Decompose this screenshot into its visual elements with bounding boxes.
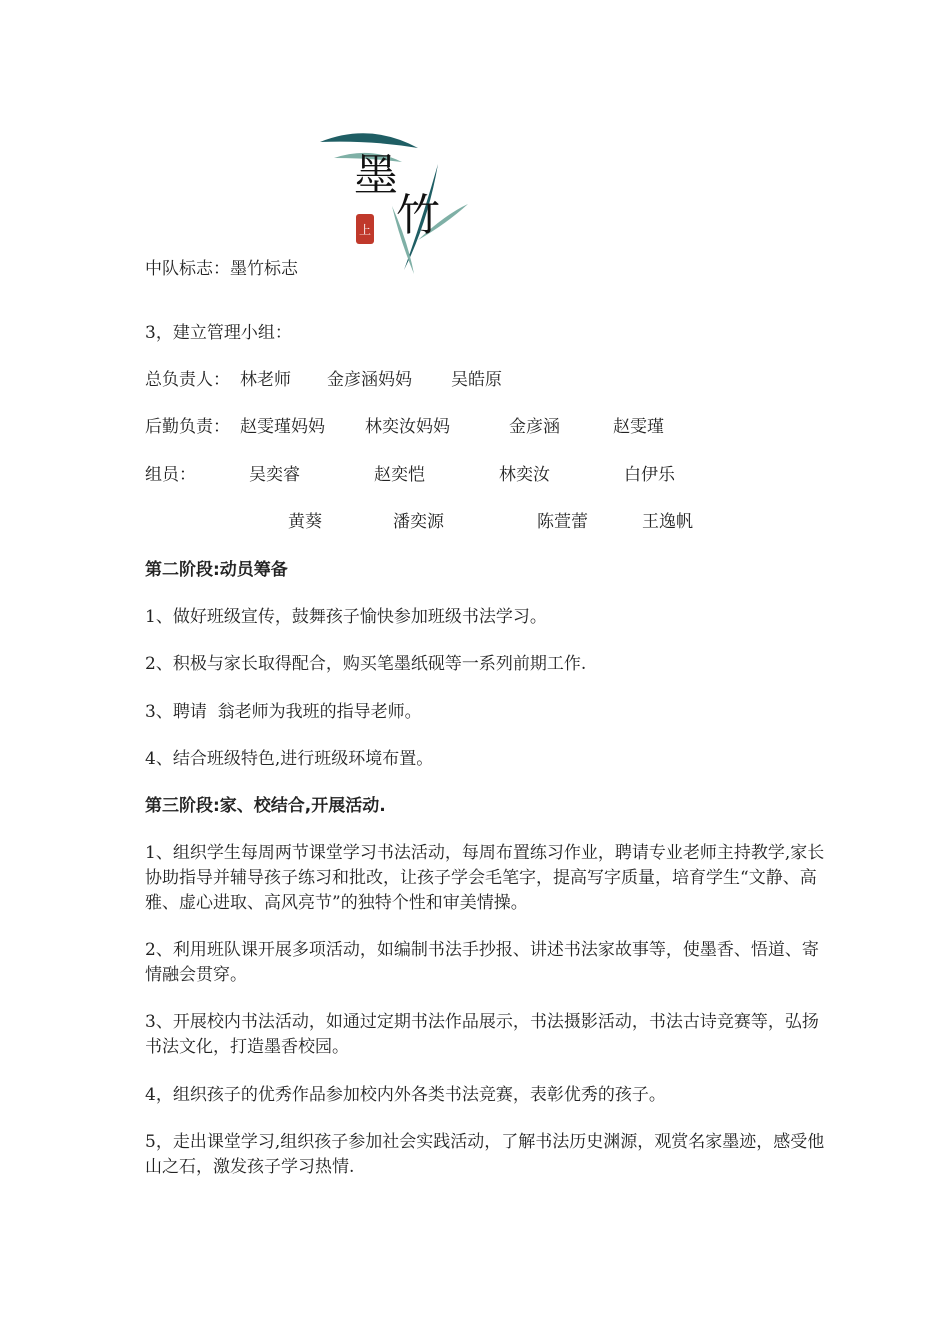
member-name: 吴奕睿: [249, 465, 300, 485]
stage2-item: 3、聘请 翁老师为我班的指导老师。: [145, 702, 422, 722]
logistics-name: 金彦涵: [509, 417, 560, 437]
stage3-heading: 第三阶段:家、校结合,开展活动.: [145, 796, 386, 816]
member-name: 黄葵: [288, 512, 322, 532]
member-name: 林奕汝: [499, 465, 550, 485]
member-name: 潘奕源: [393, 512, 444, 532]
stage3-item: 5，走出课堂学习,组织孩子参加社会实践活动，了解书法历史渊源，观赏名家墨迹，感受他山之石，激发孩子学习热情.: [145, 1132, 825, 1177]
stage2-heading: 第二阶段:动员筹备: [145, 560, 288, 580]
logistics-name: 赵雯瑾: [613, 417, 664, 437]
leader-name: 金彦涵妈妈: [327, 370, 412, 390]
member-name: 赵奕恺: [374, 465, 425, 485]
stage2-item: 4、结合班级特色,进行班级环境布置。: [145, 749, 434, 769]
stage3-item: 3、开展校内书法活动，如通过定期书法作品展示，书法摄影活动，书法古诗竞赛等，弘扬书法文化，打造墨香校园。: [145, 1012, 819, 1057]
stage3-item: 1、组织学生每周两节课堂学习书法活动，每周布置练习作业，聘请专业老师主持教学,家长协助指导并辅导孩子练习和批改，让孩子学会毛笔字，提高写字质量，培育学生“文静、高雅、虚心进取、高风亮节”的独特个性和审美情操。: [145, 843, 825, 913]
management-heading: 3，建立管理小组：: [145, 323, 292, 343]
mozhu-logo: [300, 118, 480, 278]
logo-character-zhu: 竹: [396, 190, 440, 241]
stage3-item: 2、利用班队课开展多项活动，如编制书法手抄报、讲述书法家故事等，使墨香、悟道、寄情融会贯穿。: [145, 940, 819, 985]
leader-label: 总负责人：: [145, 370, 230, 390]
bamboo-leaves-icon: [300, 118, 480, 278]
logistics-label: 后勤负责：: [145, 417, 230, 437]
members-label: 组员：: [145, 465, 196, 485]
member-name: 白伊乐: [624, 465, 675, 485]
logo-character-mo: 墨: [354, 150, 398, 201]
leader-name: 吴皓原: [451, 370, 502, 390]
leader-name: 林老师: [240, 370, 291, 390]
svg-text:上: 上: [359, 223, 372, 237]
logistics-name: 林奕汝妈妈: [365, 417, 450, 437]
member-name: 王逸帆: [642, 512, 693, 532]
squad-logo-line: 中队标志：墨竹标志: [145, 259, 298, 279]
stage2-item: 2、积极与家长取得配合，购买笔墨纸砚等一系列前期工作.: [145, 654, 587, 674]
logistics-name: 赵雯瑾妈妈: [240, 417, 325, 437]
stage3-item: 4，组织孩子的优秀作品参加校内外各类书法竞赛，表彰优秀的孩子。: [145, 1085, 666, 1105]
member-name: 陈萱蕾: [537, 512, 588, 532]
stage2-item: 1、做好班级宣传，鼓舞孩子愉快参加班级书法学习。: [145, 607, 547, 627]
